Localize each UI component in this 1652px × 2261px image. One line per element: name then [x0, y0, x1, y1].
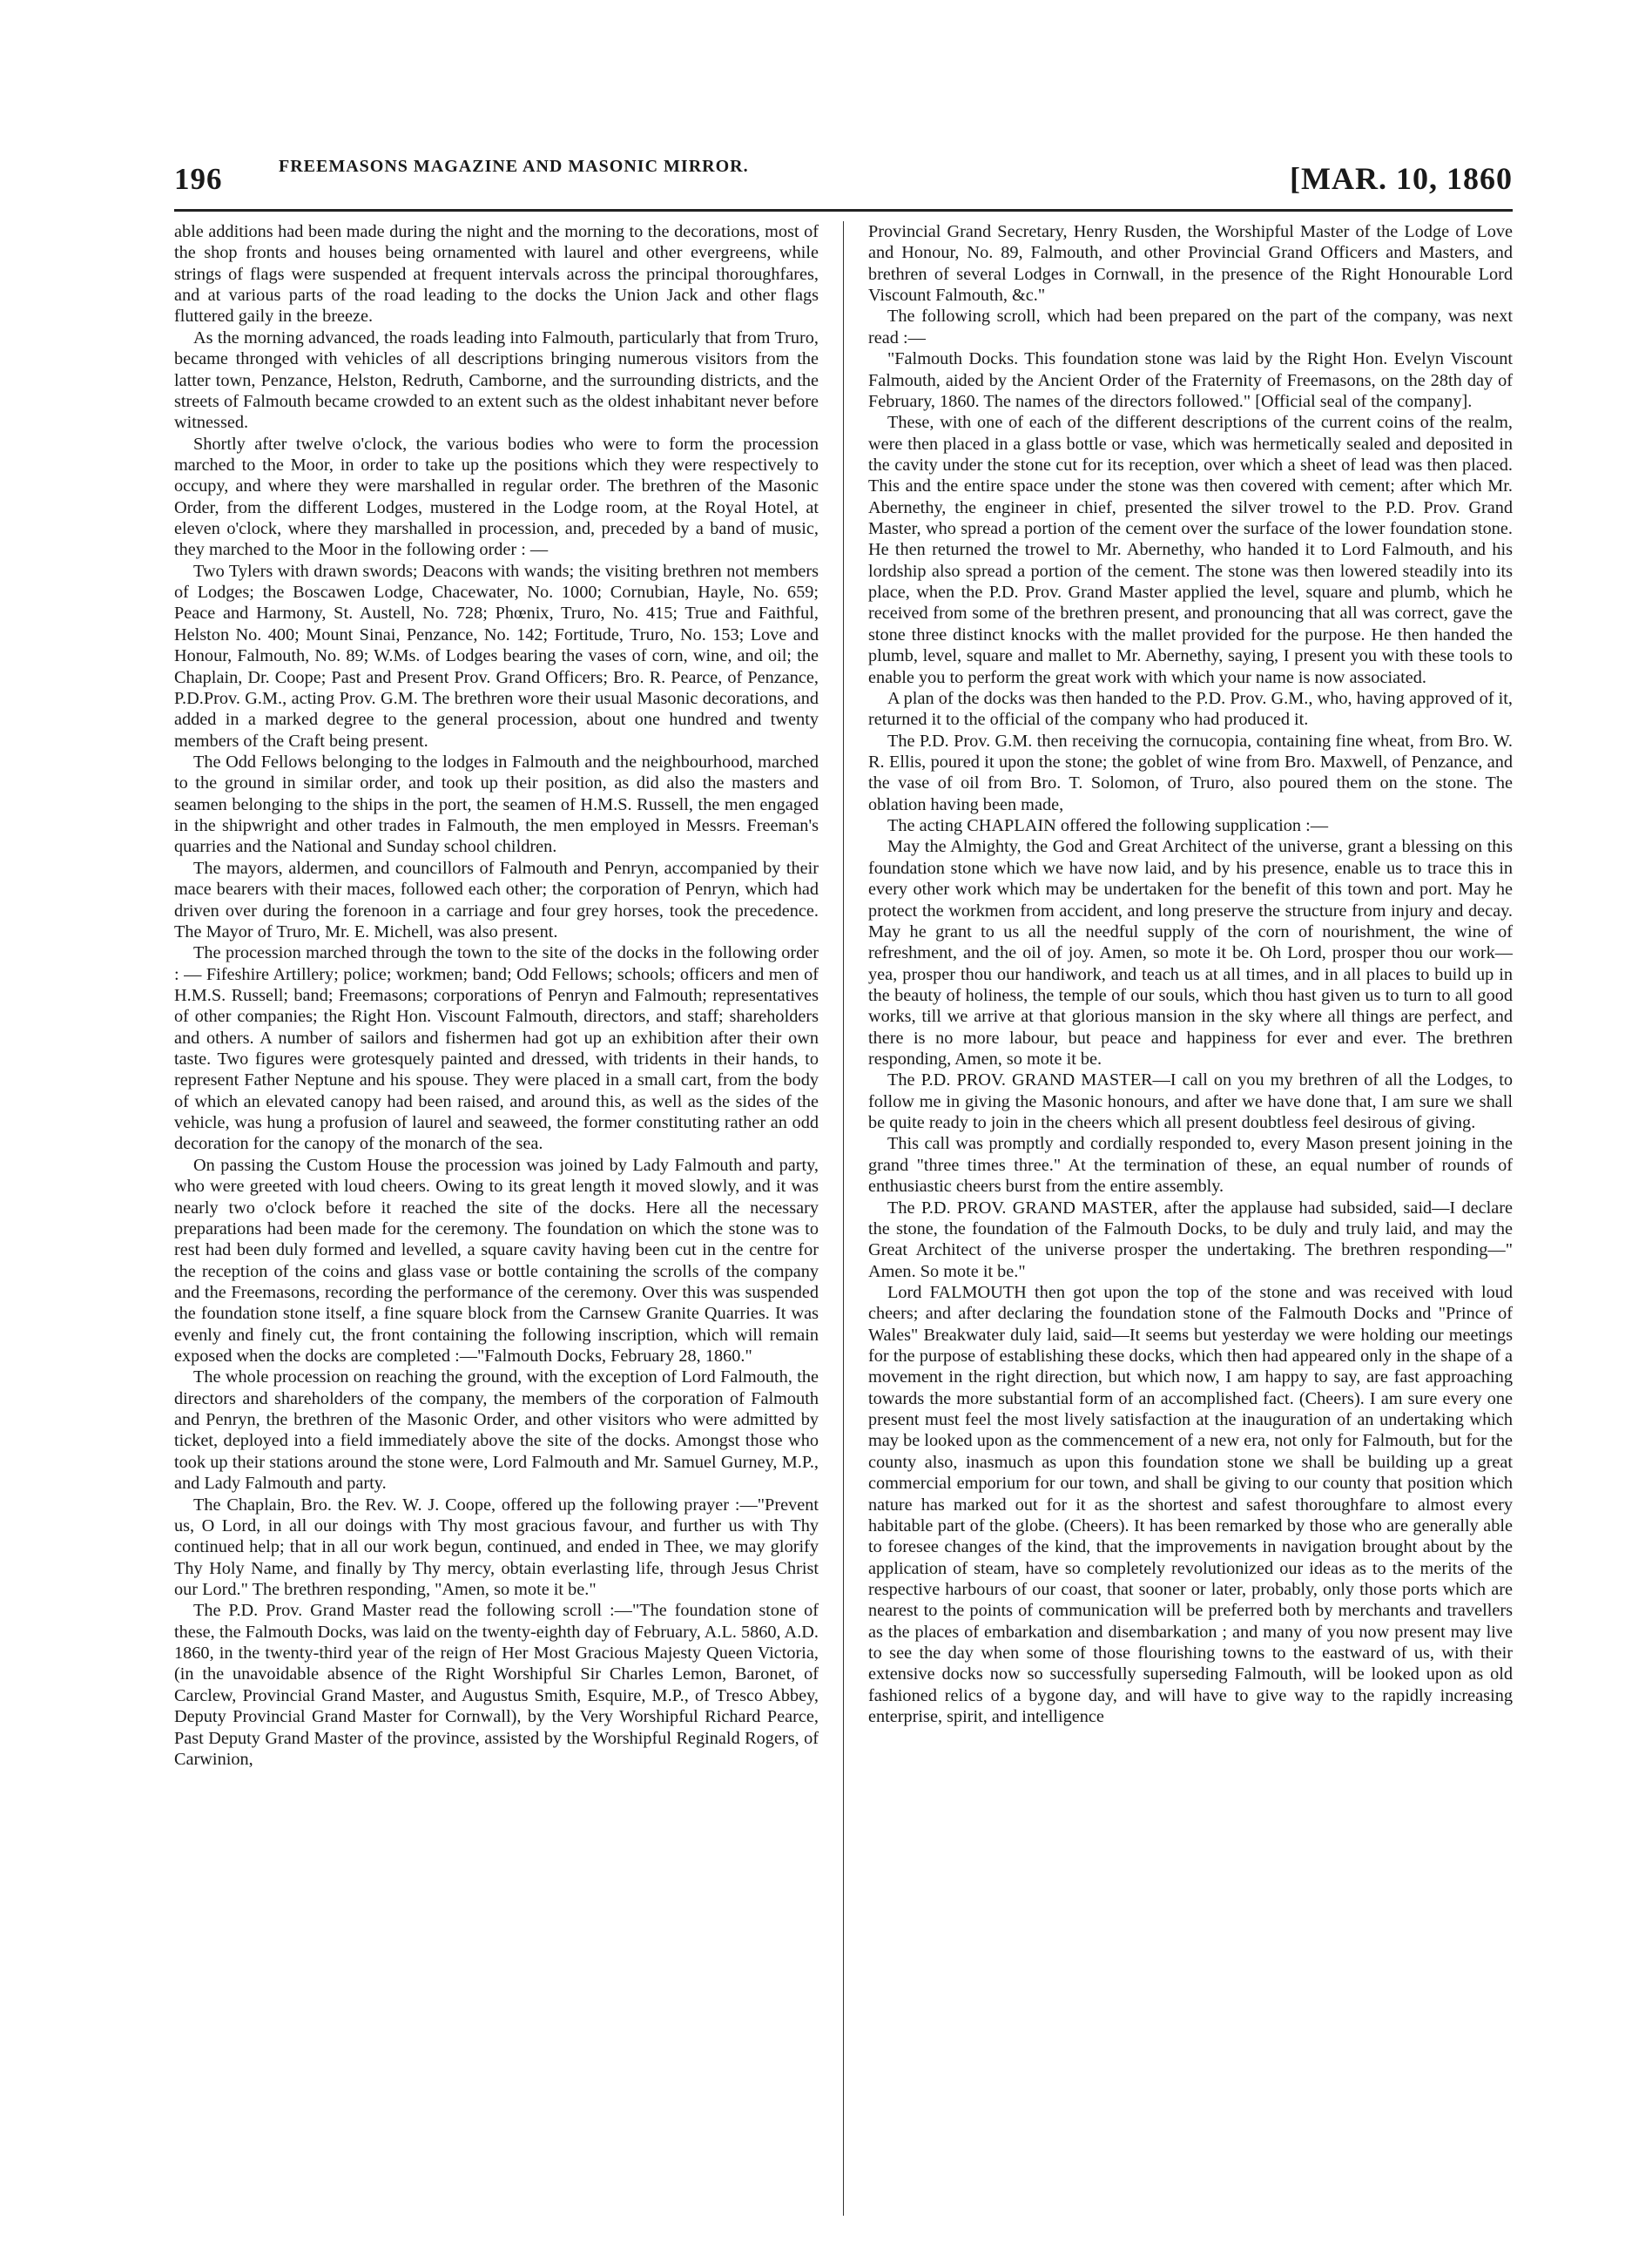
paragraph: The mayors, aldermen, and councillors of Falmouth and Penryn, accompanied by their mace bearers with their maces, followed each other; the corporation of Penryn, which had driven over during the forenoon in a carriage and four grey horses, took the precedence. The Mayor of Truro, Mr. E. Michell, was also present.: [174, 858, 819, 942]
paragraph: Provincial Grand Secretary, Henry Rusden, the Worshipful Master of the Lodge of Love and Honour, No. 89, Falmouth, and other Provincial Grand Officers and Masters, and brethren of several Lodges in Cornwall, in the presence of the Right Honourable Lord Viscount Falmouth, &c.": [868, 222, 1513, 306]
paragraph: As the morning advanced, the roads leading into Falmouth, particularly that from Truro, became thronged with vehicles of all descriptions bringing numerous visitors from the latter town, Penzance, Helston, Redruth, Camborne, and the surrounding districts, and the streets of Falmouth became crowded to an extent such as the oldest inhabitant never before witnessed.: [174, 327, 819, 433]
paragraph: Two Tylers with drawn swords; Deacons with wands; the visiting brethren not members of Lodges; the Boscawen Lodge, Chacewater, No. 1000; Cornubian, Hayle, No. 659; Peace and Harmony, St. Austell, No. 728; Phœnix, Truro, No. 415; True and Faithful, Helston No. 400; Mount Sinai, Penzance, No. 142; Fortitude, Truro, No. 153; Love and Honour, Falmouth, No. 89; W.Ms. of Lodges bearing the vases of corn, wine, and oil; the Chaplain, Dr. Coope; Past and Present Prov. Grand Officers; Bro. R. Pearce, of Penzance, P.D.Prov. G.M., acting Prov. G.M. The brethren wore their usual Masonic decorations, and added in a marked degree to the general procession, about one hundred and twenty members of the Craft being present.: [174, 561, 819, 751]
paragraph: The following scroll, which had been prepared on the part of the company, was next read :—: [868, 307, 1513, 348]
article-columns: [174, 221, 1513, 2216]
paragraph: Shortly after twelve o'clock, the various bodies who were to form the procession marched to the Moor, in order to take up the positions which they were respectively to occupy, and where they were marshalled in regular order. The brethren of the Masonic Order, from the different Lodges, mustered in the Lodge room, at the Royal Hotel, at eleven o'clock, where they marshalled in procession, and, preceded by a band of music, they marched to the Moor in the following order : —: [174, 434, 819, 560]
header-rule: [174, 209, 1513, 212]
issue-date: [MAR. 10, 1860: [1290, 161, 1513, 196]
paragraph: The P.D. Prov. G.M. then receiving the cornucopia, containing fine wheat, from Bro. W. R. Ellis, poured it upon the stone; the goblet of wine from Bro. Maxwell, of Penzance, and the vase of oil from Bro. T. Solomon, of Truro, also poured them on the stone. The oblation having been made,: [868, 731, 1513, 814]
paragraph: The P.D. PROV. GRAND MASTER—I call on you my brethren of all the Lodges, to follow me in giving the Masonic honours, and after we have done that, I am sure we shall be quite ready to join in the cheers which all present doubtless feel desirous of giving.: [868, 1070, 1513, 1133]
paragraph: The acting CHAPLAIN offered the following supplication :—: [887, 816, 1328, 836]
left-column: [174, 221, 819, 2216]
paragraph: The whole procession on reaching the ground, with the exception of Lord Falmouth, the directors and shareholders of the company, the members of the corporation of Falmouth and Penryn, the brethren of the Masonic Order, and other visitors who were admitted by ticket, deployed into a field immediately above the site of the docks. Amongst those who took up their stations around the stone were, Lord Falmouth and Mr. Samuel Gurney, M.P., and Lady Falmouth and party.: [174, 1367, 819, 1494]
paragraph: A plan of the docks was then handed to the P.D. Prov. G.M., who, having approved of it, returned it to the official of the company who had produced it.: [868, 688, 1513, 730]
page-number: 196: [174, 162, 223, 196]
paragraph: The procession marched through the town to the site of the docks in the following order : — Fifeshire Artillery; police; workmen; band; Odd Fellows; schools; officers and men of H.M.S. Russell; band; Freemasons; corporations of Penryn and Falmouth; representatives of other companies; the Right Hon. Viscount Falmouth, directors, and staff; shareholders and others. A number of sailors and fishermen had got up an exhibition after their own taste. Two figures were grotesquely painted and dressed, with tridents in their hands, to represent Father Neptune and his spouse. They were placed in a small cart, from the body of which an elevated canopy had been raised, and around this, as well as the sides of the vehicle, was hung a profusion of laurel and seaweed, the former constituting rather an odd decoration for the canopy of the monarch of the sea.: [174, 943, 819, 1154]
paragraph: Lord FALMOUTH then got upon the top of the stone and was received with loud cheers; and after declaring the foundation stone of the Falmouth Docks and "Prince of Wales" Breakwater duly laid, said—It seems but yesterday we were holding our meetings for the purpose of establishing these docks, which then had appeared only in the shape of a movement in the right direction, but which now, I am happy to say, are fast approaching towards the more substantial form of an accomplished fact. (Cheers). I am sure every one present must feel the most lively satisfaction at the inauguration of an undertaking which may be looked upon as the commencement of a new era, not only for Falmouth, but for the county also, inasmuch as upon this foundation stone we shall be building up a great commercial emporium for our town, and shall be giving to our county that position which nature has marked out for it as the shortest and safest thoroughfare to almost every habitable part of the globe. (Cheers). It has been remarked by those who are generally able to foresee changes of the kind, that the improvements in navigation brought about by the application of steam, have so completely revolutionized our ideas as to the merits of the respective harbours of our coast, that sooner or later, probably, only those ports which are nearest to the points of communication will be preferred both by merchants and travellers as the places of embarkation and disembarkation ; and many of you now present may live to see the day when some of those flourishing towns to the eastward of us, with their extensive docks now so successfully superseding Falmouth, will be looked upon as old fashioned relics of a bygone day, and will have to give way to the rapidly increasing enterprise, spirit, and intelligence: [868, 1282, 1513, 1727]
paragraph: able additions had been made during the night and the morning to the decorations, most of the shop fronts and houses being ornamented with laurel and other evergreens, while strings of flags were suspended at frequent intervals across the principal thoroughfares, and at various parts of the road leading to the docks the Union Jack and other flags fluttered gaily in the breeze.: [174, 222, 819, 327]
masthead-title: FREEMASONS MAGAZINE AND MASONIC MIRROR.: [279, 157, 749, 176]
paragraph: These, with one of each of the different descriptions of the current coins of the realm, were then placed in a glass bottle or vase, which was hermetically sealed and deposited in the cavity under the stone cut for its reception, over which a sheet of lead was then placed. This and the entire space under the stone was then covered with cement; after which Mr. Abernethy, the engineer in chief, presented the silver trowel to the P.D. Prov. Grand Master, who spread a portion of the cement over the surface of the lower foundation stone. He then returned the trowel to Mr. Abernethy, who handed it to Lord Falmouth, and his lordship also spread a portion of the cement. The stone was then lowered steadily into its place, when the P.D. Prov. Grand Master applied the level, square and plumb, which he received from some of the brethren present, and pronouncing that all was correct, gave the stone three distinct knocks with the mallet provided for the purpose. He then handed the plumb, level, square and mallet to Mr. Abernethy, saying, I present you with these tools to enable you to perform the great work with which your name is now associated.: [868, 413, 1513, 687]
paragraph: May the Almighty, the God and Great Architect of the universe, grant a blessing on this foundation stone which we have now laid, and by his presence, enable us to trace this in every other work which may be undertaken for the benefit of this town and port. May he protect the workmen from accident, and long preserve the structure from injury and decay. May he grant to us all the needful supply of the corn of nourishment, the wine of refreshment, and the oil of joy. Amen, so mote it be. Oh Lord, prosper thou our work—yea, prosper thou our handiwork, and teach us at all times, and in all places to build up in the beauty of holiness, the temple of our souls, which thou hast given us to turn to all good works, till we arrive at that glorious mansion in the sky where all things are perfect, and there is no more labour, but peace and happiness for ever and ever. The brethren responding, Amen, so mote it be.: [868, 837, 1513, 1070]
column-divider: [843, 221, 844, 2216]
paragraph: The Odd Fellows belonging to the lodges in Falmouth and the neighbourhood, marched to the ground in similar order, and took up their position, as did also the masters and seamen belonging to the ships in the port, the seamen of H.M.S. Russell, the men engaged in the shipwright and other trades in Falmouth, the men employed in Messrs. Freeman's quarries and the National and Sunday school children.: [174, 752, 819, 857]
paragraph: The P.D. PROV. GRAND MASTER, after the applause had subsided, said—I declare the stone, the foundation of the Falmouth Docks, to be duly and truly laid, and may the Great Architect of the universe prosper the undertaking. The brethren responding—" Amen. So mote it be.": [868, 1198, 1513, 1281]
paragraph: The P.D. Prov. Grand Master read the following scroll :—"The foundation stone of these, the Falmouth Docks, was laid on the twenty-eighth day of February, A.L. 5860, A.D. 1860, in the twenty-third year of the reign of Her Most Gracious Majesty Queen Victoria, (in the unavoidable absence of the Right Worshipful Sir Charles Lemon, Baronet, of Carclew, Provincial Grand Master, and Augustus Smith, Esquire, M.P., of Tresco Abbey, Deputy Provincial Grand Master for Cornwall), by the Very Worshipful Richard Pearce, Past Deputy Grand Master of the province, assisted by the Worshipful Reginald Rogers, of Carwinion,: [174, 1601, 819, 1769]
paragraph: The Chaplain, Bro. the Rev. W. J. Coope, offered up the following prayer :—"Prevent us, O Lord, in all our doings with Thy most gracious favour, and further us with Thy continued help; that in all our work begun, continued, and ended in Thee, we may glorify Thy Holy Name, and finally by Thy mercy, obtain everlasting life, through Jesus Christ our Lord." The brethren responding, "Amen, so mote it be.": [174, 1495, 819, 1599]
paragraph: On passing the Custom House the procession was joined by Lady Falmouth and party, who were greeted with loud cheers. Owing to its great length it moved slowly, and it was nearly two o'clock before it reached the site of the docks. Here all the necessary preparations had been made for the ceremony. The foundation on which the stone was to rest had been duly formed and levelled, a square cavity having been cut in the centre for the reception of the coins and glass vase or bottle containing the scrolls of the company and the Freemasons, recording the performance of the ceremony. Over this was suspended the foundation stone itself, a fine square block from the Carnsew Granite Quarries. It was evenly and finely cut, the front containing the following inscription, which will remain exposed when the docks are completed :—"Falmouth Docks, February 28, 1860.": [174, 1155, 819, 1367]
paragraph: "Falmouth Docks. This foundation stone was laid by the Right Hon. Evelyn Viscount Falmouth, aided by the Ancient Order of the Fraternity of Freemasons, on the 28th day of February, 1860. The names of the directors followed." [Official seal of the company].: [868, 349, 1513, 411]
right-column: [868, 221, 1513, 2216]
page-header: [174, 157, 1513, 209]
paragraph: This call was promptly and cordially responded to, every Mason present joining in the grand "three times three." At the termination of these, an equal number of rounds of enthusiastic cheers burst from the entire assembly.: [868, 1134, 1513, 1197]
